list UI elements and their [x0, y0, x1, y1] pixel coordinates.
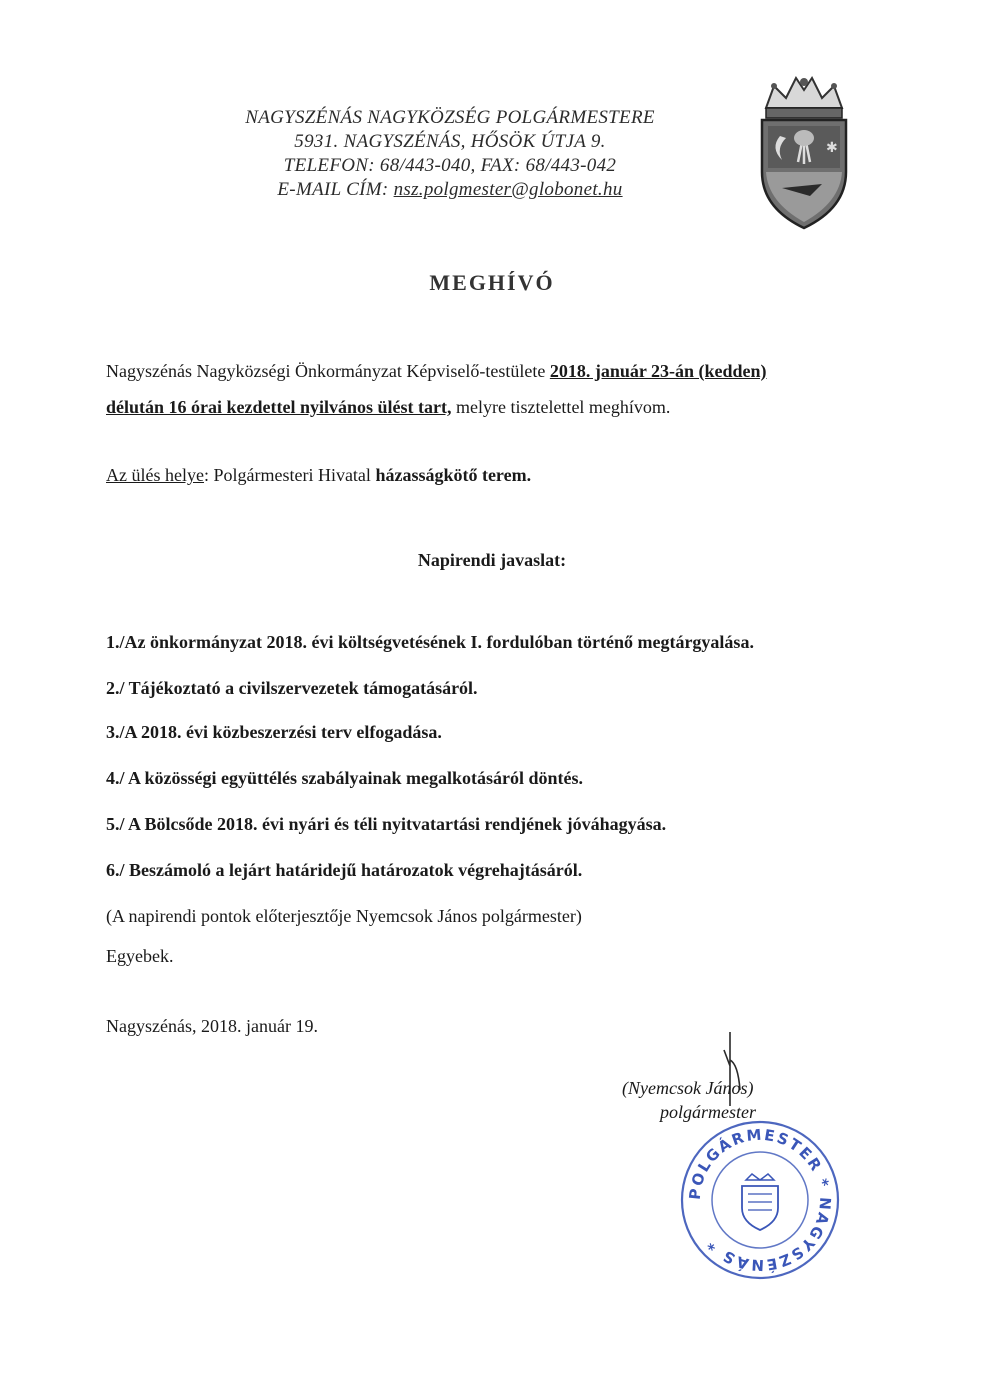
- agenda-item-1: 1./Az önkormányzat 2018. évi költségvetésének I. fordulóban történő megtárgyalása.: [106, 632, 754, 652]
- intro-text: Nagyszénás Nagyközségi Önkormányzat Képviselő-testülete: [106, 361, 550, 381]
- presenter-note: (A napirendi pontok előterjesztője Nyemcsok János polgármester): [106, 906, 582, 926]
- letterhead-line-3: TELEFON: 68/443-040, FAX: 68/443-042: [283, 155, 617, 176]
- coat-of-arms-icon: [752, 72, 856, 232]
- meeting-date: 2018. január 23-án (kedden): [549, 361, 767, 381]
- invitation-text: melyre tisztelettel meghívom.: [451, 397, 671, 417]
- document-title: MEGHÍVÓ: [429, 270, 555, 295]
- venue-text: : Polgármesteri Hivatal: [203, 465, 376, 485]
- svg-text:✱: ✱: [826, 140, 838, 156]
- venue-label: Az ülés helye: [106, 465, 204, 485]
- agenda-heading: Napirendi javaslat:: [417, 550, 567, 570]
- agenda-item-5: 5./ A Bölcsőde 2018. évi nyári és téli nyitvatartási rendjének jóváhagyása.: [106, 814, 667, 834]
- signatory-name: (Nyemcsok János): [622, 1078, 754, 1098]
- agenda-item-4: 4./ A közösségi együttélés szabályainak megalkotásáról döntés.: [106, 768, 584, 788]
- other-item: Egyebek.: [106, 946, 174, 966]
- venue-line: [106, 463, 531, 487]
- letterhead-line-1: NAGYSZÉNÁS NAGYKÖZSÉG POLGÁRMESTERE: [245, 107, 655, 128]
- meeting-time: délután 16 órai kezdettel nyilvános ülést tart,: [106, 397, 452, 417]
- intro-line-1: [106, 359, 767, 383]
- email-label: E-MAIL CÍM:: [277, 179, 394, 200]
- letterhead: [150, 106, 750, 202]
- signatory-title: polgármester: [660, 1102, 756, 1122]
- svg-text:POLGÁRMESTER * NAGYSZÉNÁS *: [686, 1126, 835, 1275]
- stamp-text: POLGÁRMESTER * NAGYSZÉNÁS *: [685, 1125, 835, 1275]
- place-and-date: Nagyszénás, 2018. január 19.: [106, 1016, 318, 1036]
- letterhead-line-2: 5931. NAGYSZÉNÁS, HŐSÖK ÚTJA 9.: [294, 131, 606, 152]
- intro-line-2: [106, 395, 670, 419]
- agenda-item-2: 2./ Tájékoztató a civilszervezetek támogatásáról.: [106, 678, 478, 698]
- official-stamp: [676, 1116, 844, 1284]
- letterhead-line-4: [150, 178, 750, 202]
- email-link[interactable]: nsz.polgmester@globonet.hu: [393, 179, 623, 200]
- agenda-item-3: 3./A 2018. évi közbeszerzési terv elfogadása.: [106, 722, 442, 742]
- venue-place: házasságkötő terem.: [375, 465, 532, 485]
- agenda-item-6: 6./ Beszámoló a lejárt határidejű határozatok végrehajtásáról.: [106, 860, 583, 880]
